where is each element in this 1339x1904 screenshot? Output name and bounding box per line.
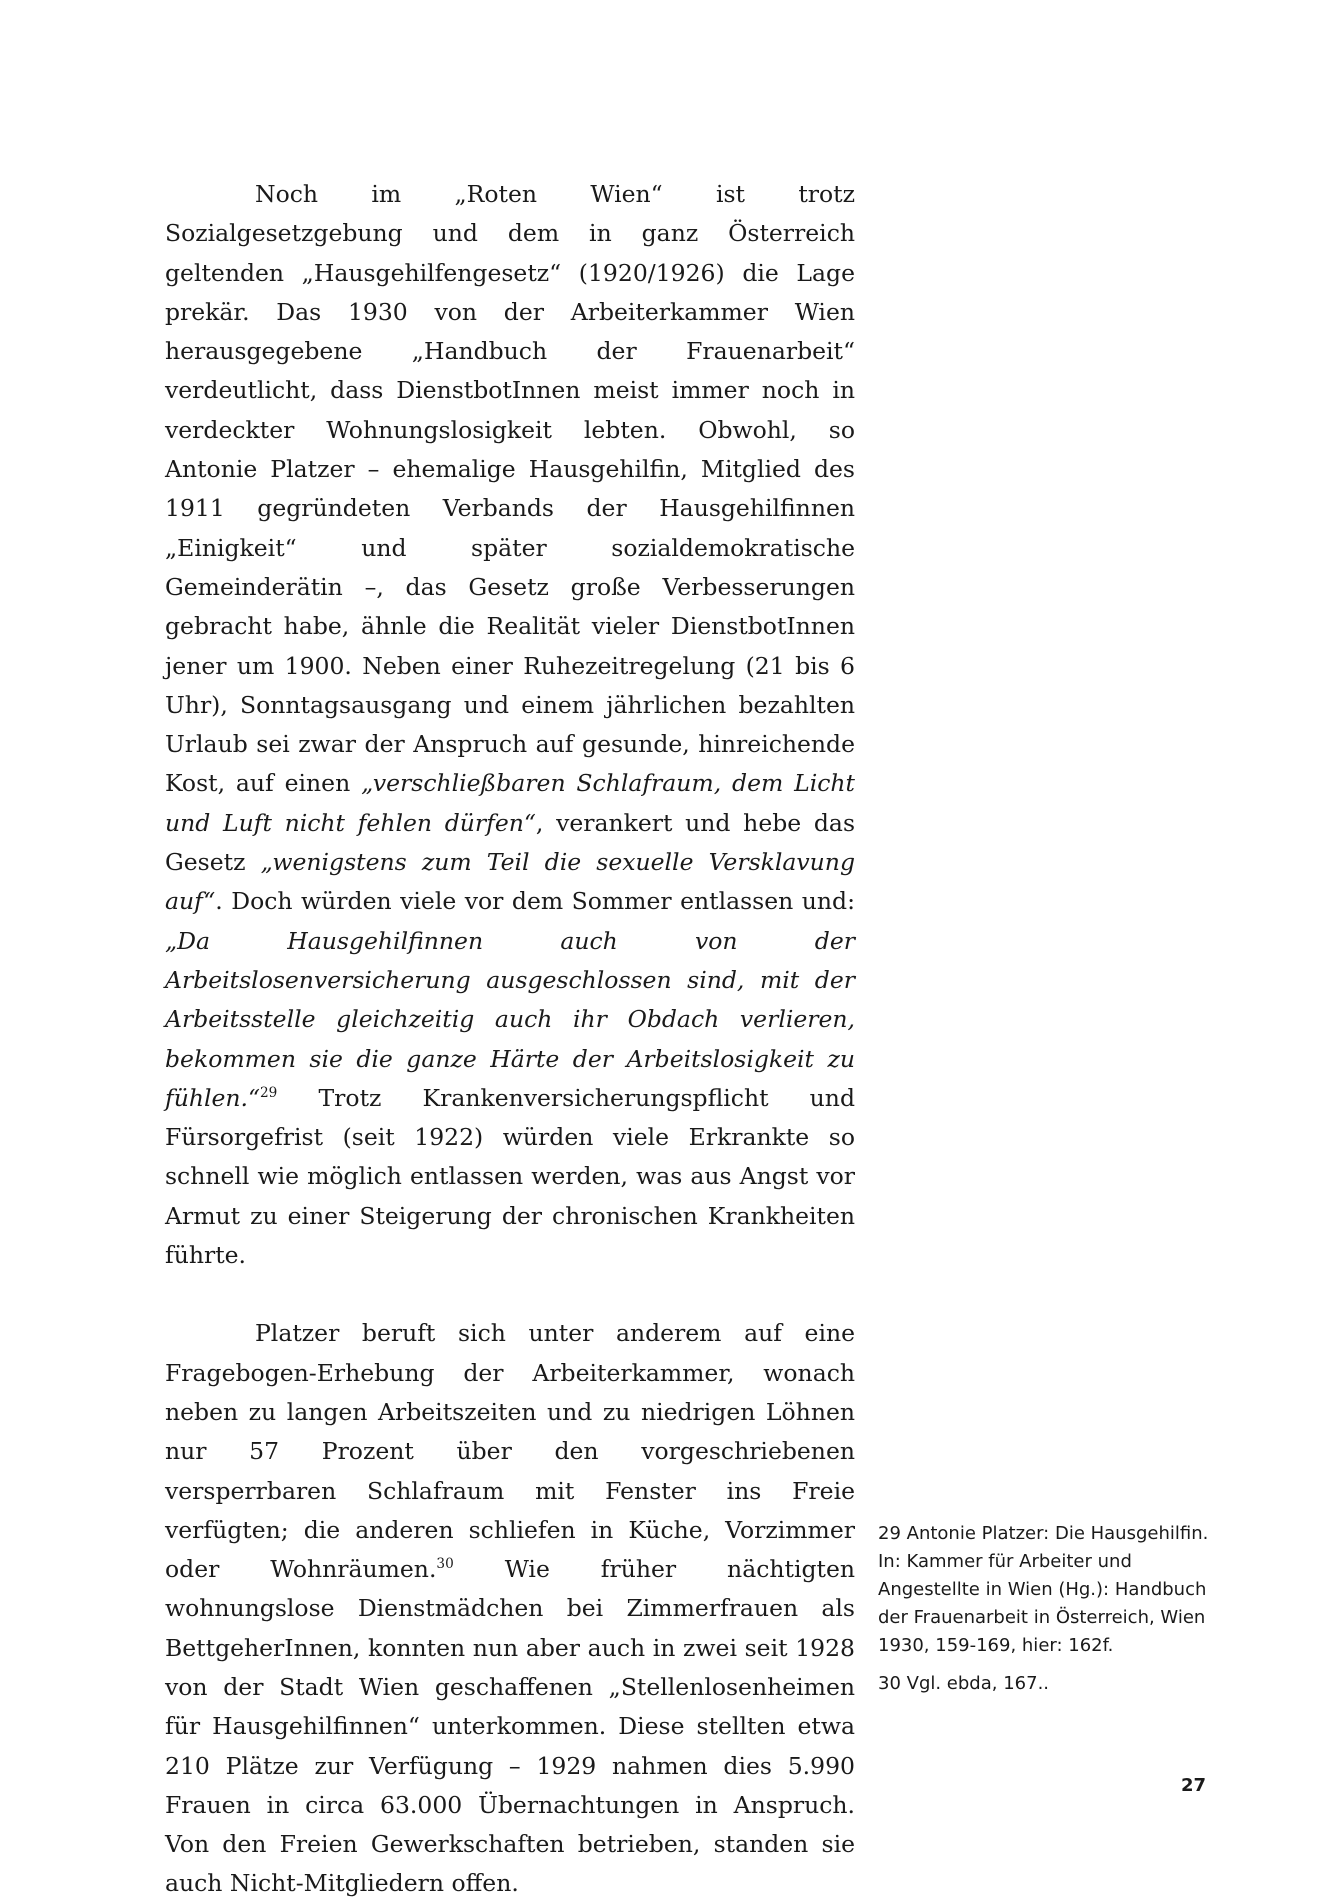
text-run: Platzer beruft sich unter anderem auf eine Fragebogen-Erhebung der Arbeiterkammer, wonach neben zu langen Arbeitszeiten und zu niedrigen Löhnen nur 57 Prozent über den vorgeschriebenen versperrbaren Schlafraum mit Fenster ins Freie verfügten; die anderen schliefen in Küche, Vorzimmer oder Wohnräumen. bbox=[165, 1319, 855, 1584]
body-text bbox=[165, 175, 855, 1904]
paragraph bbox=[165, 175, 855, 1275]
paragraph bbox=[165, 1314, 855, 1903]
text-run: Trotz Krankenversicherungspflicht und Fürsorgefrist (seit 1922) würden viele Erkrankte so schnell wie möglich entlassen werden, was aus Angst vor Armut zu einer Steigerung der chronischen Krankheiten führte. bbox=[165, 1083, 855, 1270]
footnote-reference: 30 bbox=[436, 1556, 454, 1573]
footnote-30: 30 Vgl. ebda, 167.. bbox=[878, 1673, 1050, 1694]
footnote-29: 29 Antonie Platzer: Die Hausgehilfin. In: Kammer für Arbeiter und Angestellte in Wien (Hg.): Handbuch der Frauenarbeit in Österreich, Wien 1930, 159-169, hier: 162f. bbox=[878, 1523, 1209, 1656]
quote-italic: „wenigstens zum Teil die sexuelle Versklavung auf“ bbox=[165, 848, 855, 916]
text-run: . Doch würden viele vor dem Sommer entlassen und: bbox=[215, 887, 855, 916]
text-run: Noch im „Roten Wien“ ist trotz Sozialgesetzgebung und dem in ganz Österreich geltenden „Hausgehilfengesetz“ (1920/1926) die Lage prekär. Das 1930 von der Arbeiterkammer Wien herausgegebene „Handbuch der Frauenarbeit“ verdeutlicht, dass DienstbotInnen meist immer noch in verdeckter Wohnungslosigkeit lebten. Obwohl, so Antonie Platzer – ehemalige Hausgehilfin, Mitglied des 1911 gegründeten Verbands der Hausgehilfinnen „Einigkeit“ und später sozialdemokratische Gemeinderätin –, das Gesetz große Verbesserungen gebracht habe, ähnle die Realität vieler DienstbotInnen jener um 1900. Neben einer Ruhezeitregelung (21 bis 6 Uhr), Sonntagsausgang und einem jährlichen bezahlten Urlaub sei zwar der Anspruch auf gesunde, hinreichende Kost, auf einen bbox=[165, 180, 855, 798]
footnotes bbox=[878, 1520, 1218, 1698]
footnote-reference: 29 bbox=[260, 1085, 278, 1101]
quote-italic: „verschließbaren Schlafraum, dem Licht und Luft nicht fehlen dürfen“ bbox=[165, 769, 856, 837]
page-number: 27 bbox=[1180, 1775, 1206, 1796]
text-run: , verankert und hebe das Gesetz bbox=[165, 808, 855, 877]
quote-italic: „Da Hausgehilfinnen auch von der Arbeitslosenversicherung ausgeschlossen sind, mit der Arbeitsstelle gleichzeitig auch ihr Obdach verlieren, bekommen sie die ganze Härte der Arbeitslosigkeit zu fühlen.“ bbox=[165, 926, 855, 1112]
text-run: Wie früher nächtigten wohnungslose Dienstmädchen bei Zimmerfrauen als BettgeherInnen, konnten nun aber auch in zwei seit 1928 von der Stadt Wien geschaffenen „Stellenlosenheimen für Hausgehilfinnen“ unterkommen. Diese stellten etwa 210 Plätze zur Verfügung – 1929 nahmen dies 5.990 Frauen in circa 63.000 Übernachtungen in Anspruch. Von den Freien Gewerkschaften betrieben, standen sie auch Nicht-Mitgliedern offen. bbox=[165, 1555, 855, 1898]
